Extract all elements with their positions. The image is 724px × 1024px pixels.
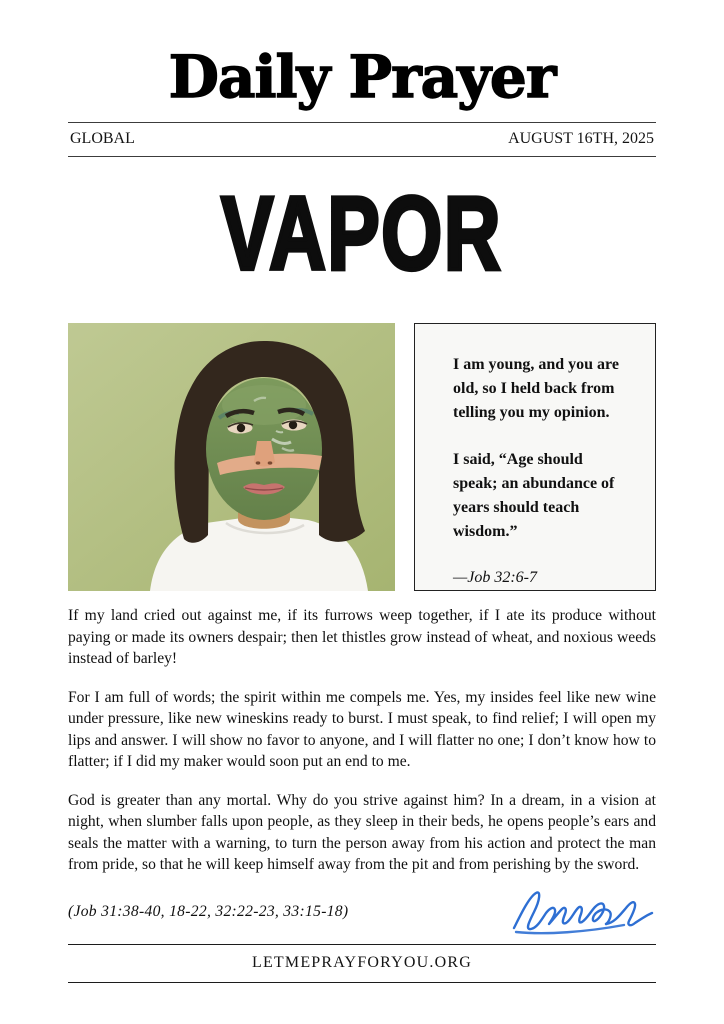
citation-row (68, 886, 656, 938)
body-paragraph: For I am full of words; the spirit within me compels me. Yes, my insides feel like new wine under pressure, like new wineskins ready to burst. I must speak, to find relief; I will open my lips and answer. I will show no favor to anyone, and I will flatter no one; I don’t know how to flatter; if I did my maker would soon put an end to me. (68, 688, 656, 770)
quote-paragraph: I am young, and you are old, so I held back from telling you my opinion. (453, 356, 619, 421)
quote-paragraph: I said, “Age should speak; an abundance of years should teach wisdom.” (453, 451, 615, 540)
date-label: AUGUST 16TH, 2025 (508, 130, 654, 147)
portrait-illustration (68, 323, 395, 591)
signature-scribble (506, 887, 656, 937)
scripture-citation: (Job 31:38-40, 18-22, 32:22-23, 33:15-18) (68, 902, 349, 920)
header-band (68, 122, 656, 157)
edition-label: GLOBAL (70, 130, 135, 147)
footer-url: LETMEPRAYFORYOU.ORG (251, 953, 473, 971)
headline: VAPOR (221, 174, 503, 292)
portrait-photo (68, 323, 395, 591)
quote-box (414, 323, 656, 591)
body-paragraph: If my land cried out against me, if its furrows weep together, if I ate its produce without paying or made its owners despair; then let thistles grow instead of wheat, and noxious weeds instead of barley! (68, 607, 656, 667)
feature-section (68, 323, 656, 591)
masthead (0, 0, 724, 111)
body-paragraph: God is greater than any mortal. Why do you strive against him? In a dream, in a vision at night, when slumber falls upon people, as they sleep in their beds, he opens people’s ears and seals the matter with a warning, to turn the person away from his action and protect the man from pride, so that he will keep himself away from the pit and from perishing by the sword. (68, 791, 656, 873)
article-body (68, 605, 656, 876)
quote-attribution: —Job 32:6-7 (453, 569, 537, 586)
masthead-title: Daily Prayer (168, 43, 556, 111)
footer-band (68, 944, 656, 983)
headline-wrap (0, 174, 724, 293)
